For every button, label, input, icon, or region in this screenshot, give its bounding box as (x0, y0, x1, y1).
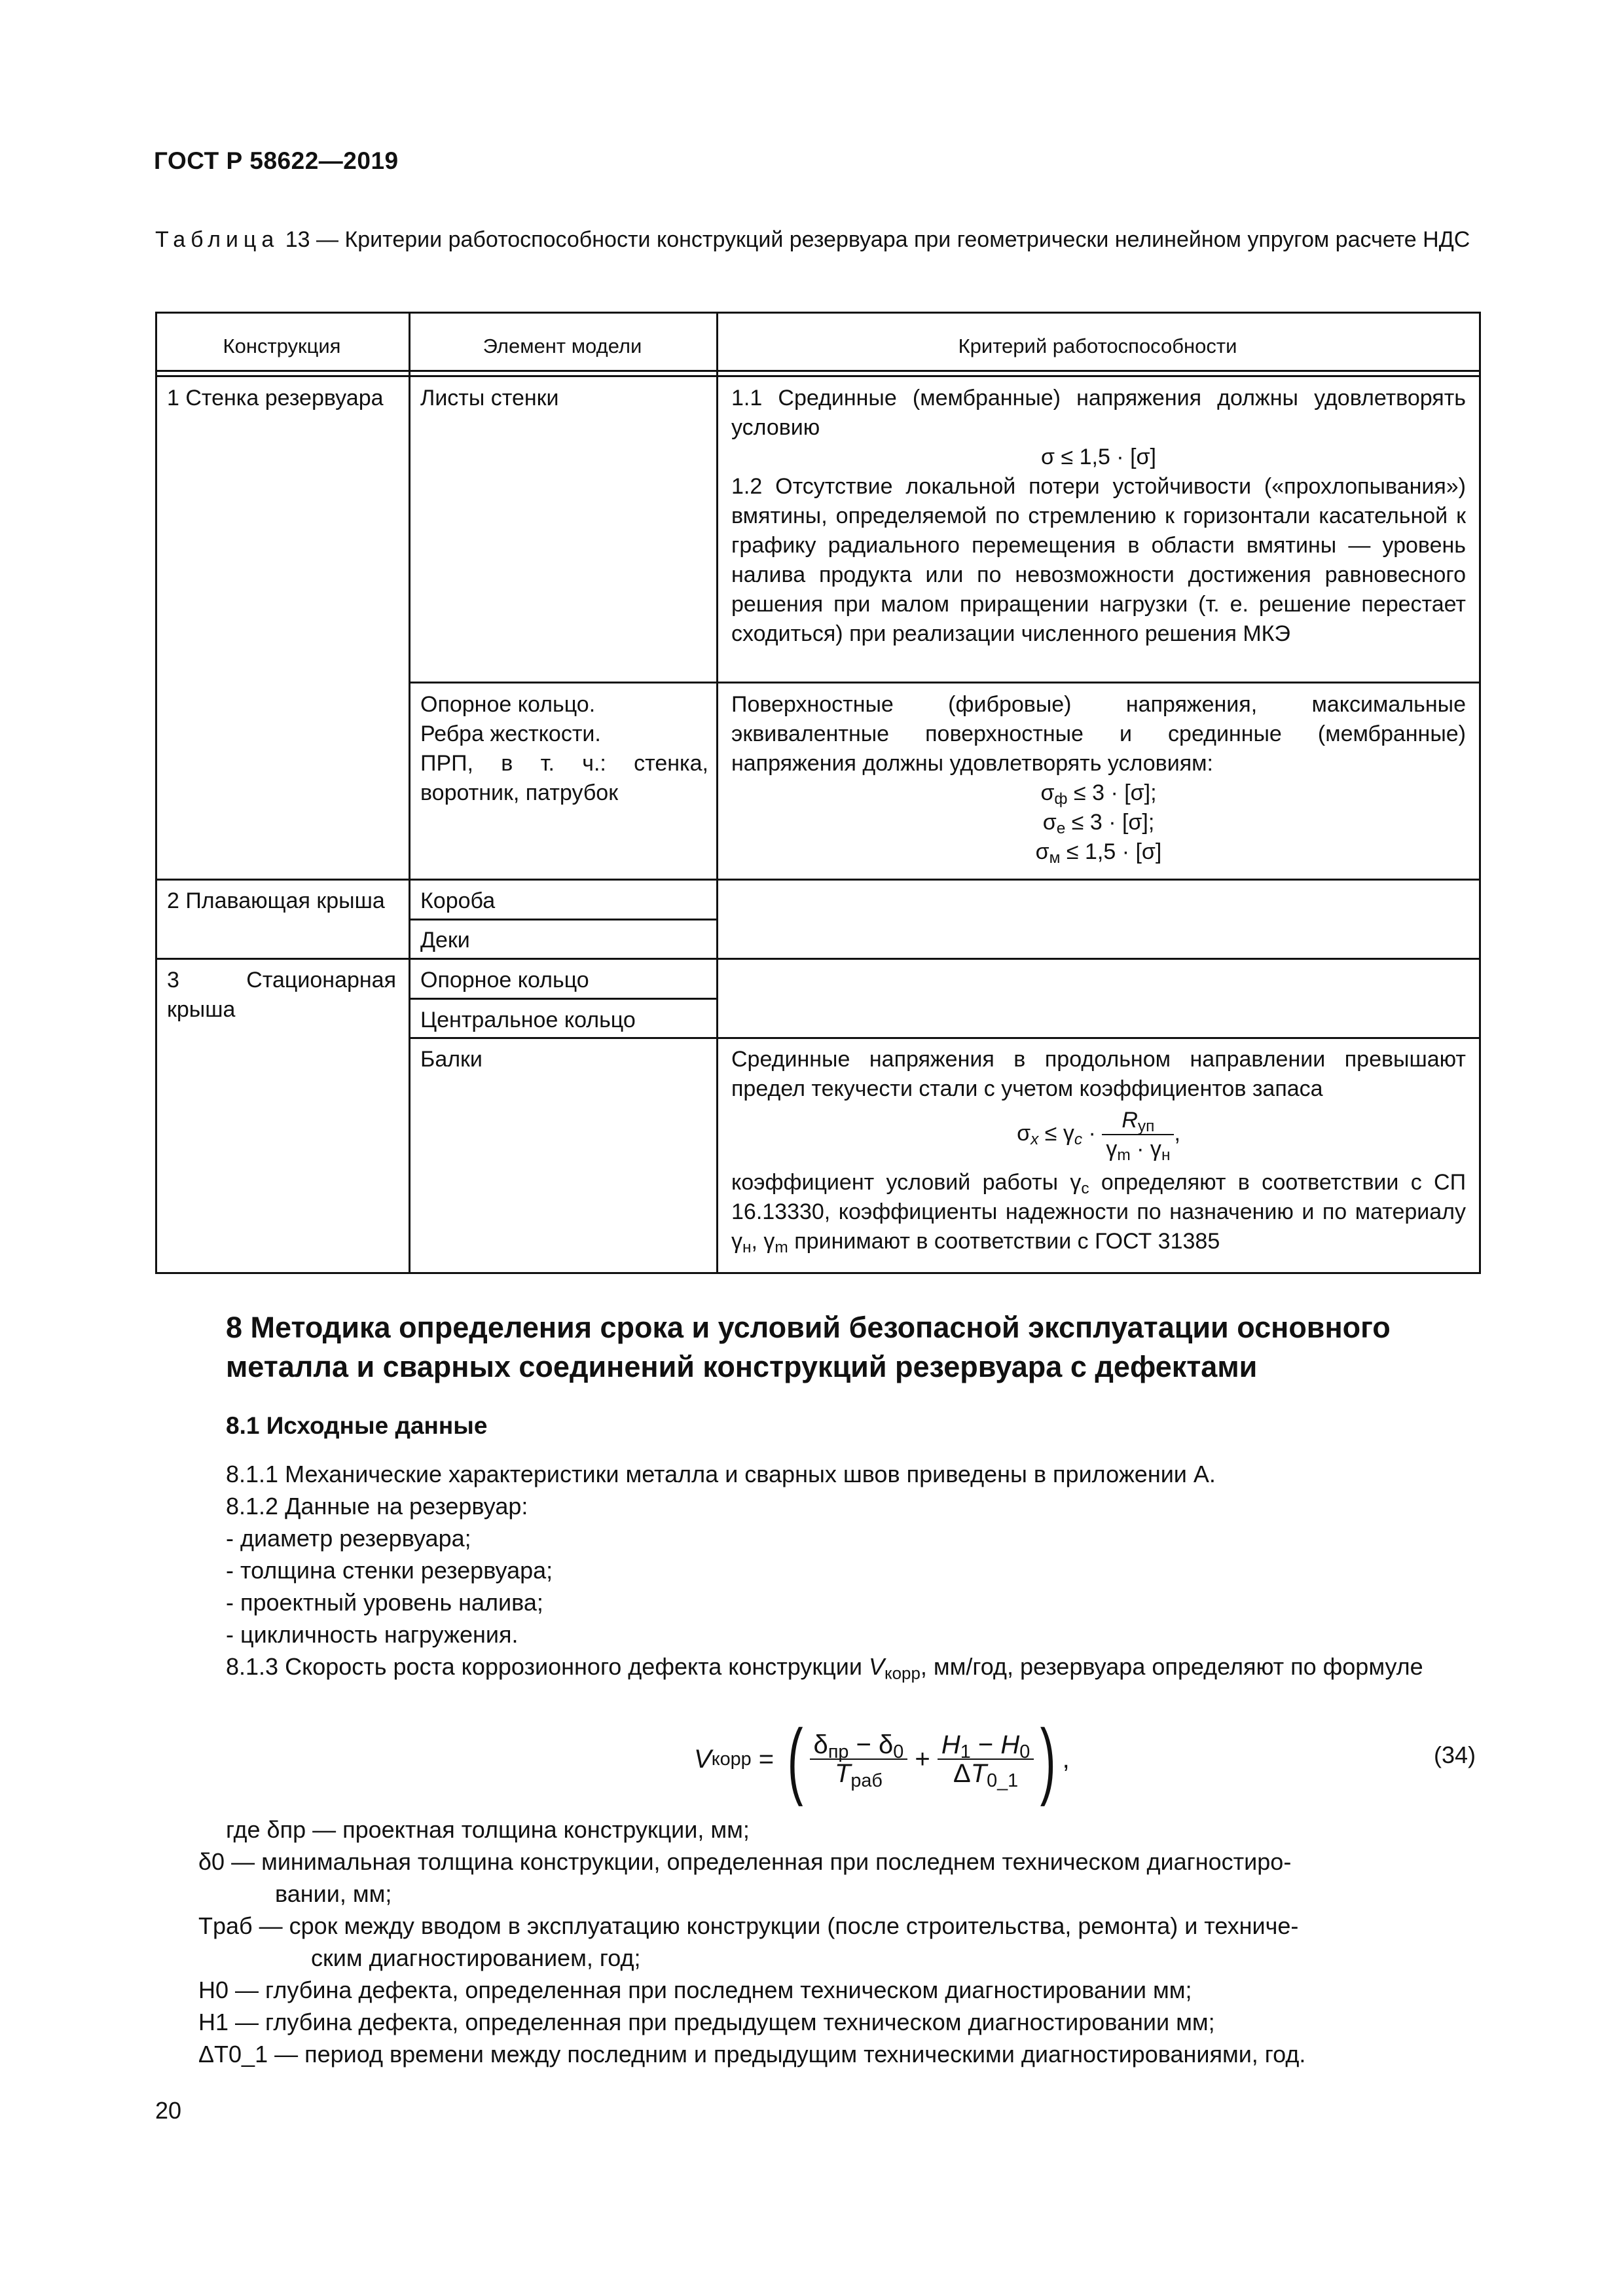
subscript: ф (1054, 790, 1068, 809)
formula: σ ≤ 1,5 · [σ] (1041, 445, 1156, 469)
note-text: определяют в соответствии с СП 16.13330, коэффициенты надежности по назначению и по материалу γ (731, 1170, 1467, 1254)
construction-cell: 1 Стенка резервуара (167, 386, 384, 410)
subscript: m (775, 1239, 788, 1257)
formula-rest: ≤ 1,5 · [σ] (1060, 839, 1162, 864)
formula: $\sigma_м \le 1,5 \cdot [\sigma]$ (1035, 839, 1162, 867)
criterion-cell (731, 384, 1466, 649)
subscript: c (1074, 1131, 1083, 1149)
list-item: - проектный уровень налива; (226, 1589, 543, 1616)
list-item: - толщина стенки резервуара; (226, 1557, 553, 1584)
definition: вании, мм; (275, 1880, 392, 1907)
definition: H1 — глубина дефекта, определенная при предыдущем техническом диагностировании мм; (198, 2009, 1215, 2035)
fraction: $\frac{R_{уп}}{\gamma_m \cdot \gamma_н}$ (1102, 1106, 1174, 1163)
note-text: , γ (751, 1229, 775, 1254)
paragraph-8-1-3: 8.1.3 Скорость роста коррозионного дефекта конструкции $V_{корр}$, мм/год, резервуара определяют по формуле (226, 1653, 1423, 1683)
list-item: - цикличность нагружения. (226, 1621, 519, 1648)
element-cell: Деки (420, 928, 470, 953)
subscript: уп (1137, 1118, 1155, 1136)
subscript: м (1049, 849, 1061, 867)
criterion-text: Поверхностные (фибровые) напряжения, максимальные эквивалентные поверхностные и срединные (мембранные) напряжения должны удовлетворять условиям: (731, 692, 1466, 776)
definition: где δпр — проектная толщина конструкции, мм; (226, 1816, 750, 1843)
para-text: , мм/год, резервуара определяют по формуле (920, 1653, 1423, 1680)
subscript: x (1030, 1131, 1039, 1149)
paragraph-8-1-1: 8.1.1 Механические характеристики металла и сварных швов приведены в приложении А. (226, 1461, 1216, 1487)
definition: ским диагностированием, год; (311, 1944, 641, 1971)
column-header-element: Элемент модели (483, 335, 642, 357)
formula: $\sigma_ф \le 3 \cdot [\sigma]$; (1040, 780, 1157, 809)
criteria-table (155, 312, 1481, 1274)
subscript: c (1081, 1180, 1089, 1198)
criterion-note (731, 1168, 1466, 1256)
element-cell: Балки (420, 1047, 483, 1072)
subscript: н (1161, 1146, 1171, 1165)
construction-cell: 2 Плавающая крыша (167, 888, 385, 913)
criterion-text: 1.1 Срединные (мембранные) напряжения должны удовлетворять условию (731, 386, 1466, 440)
equation-number: (34) (1434, 1741, 1476, 1768)
construction-cell: 3 Стационарная крыша (167, 968, 396, 1022)
criterion-text: Срединные напряжения в продольном направлении превышают предел текучести стали с учетом коэффициентов запаса (731, 1047, 1466, 1101)
criterion-cell (731, 690, 1466, 867)
subsection-title: 8.1 Исходные данные (226, 1412, 488, 1439)
table-caption (155, 225, 1481, 255)
note-text: коэффициент условий работы γ (731, 1170, 1082, 1195)
subscript: корр (884, 1664, 921, 1683)
definition: ΔT0_1 — период времени между последним и предыдущим техническими диагностированиями, год. (198, 2041, 1306, 2068)
element-cell: Короба (420, 888, 496, 913)
subscript: н (742, 1239, 752, 1257)
formula-34: V корр = ( $\frac{\delta_{пр} - \delta_0}{T_{раб}}$ + $\frac{H_1 - H_0}{\Delta T_{0\_1}}$ ) , (694, 1711, 1070, 1807)
element-cell: Опорное кольцо (420, 968, 589, 993)
para-text: 8.1.3 Скорость роста коррозионного дефекта конструкции (226, 1653, 869, 1680)
page-number: 20 (155, 2097, 182, 2124)
list-item: - диаметр резервуара; (226, 1525, 471, 1552)
definition: δ0 — минимальная толщина конструкции, определенная при последнем техническом диагностиро- (198, 1848, 1292, 1875)
formula-rest: ≤ 3 · [σ]; (1067, 780, 1157, 805)
subscript: е (1056, 820, 1066, 838)
element-cell: Листы стенки (420, 386, 559, 410)
element-cell: Центральное кольцо (420, 1008, 636, 1032)
element-line: Опорное кольцо. (420, 692, 596, 717)
document-code: ГОСТ Р 58622—2019 (154, 147, 399, 174)
column-header-criterion: Критерий работоспособности (958, 335, 1237, 357)
subscript: m (1117, 1146, 1131, 1165)
note-text: принимают в соответствии с ГОСТ 31385 (788, 1229, 1220, 1254)
formula: $\sigma_е \le 3 \cdot [\sigma]$; (1042, 810, 1155, 838)
formula: $\sigma_x \le \gamma_c$ · $\frac{R_{уп}}{\gamma_m \cdot \gamma_н}$ , (1017, 1108, 1180, 1165)
column-header-construction: Конструкция (223, 335, 341, 357)
element-line: Ребра жесткости. (420, 721, 601, 746)
definition: Tраб — срок между вводом в эксплуатацию конструкции (после строительства, ремонта) и техниче- (198, 1912, 1299, 1939)
criterion-cell (731, 1045, 1466, 1256)
paragraph-8-1-2: 8.1.2 Данные на резервуар: (226, 1493, 528, 1520)
table-caption-prefix: Таблица (155, 227, 280, 252)
formula-rest: ≤ 3 · [σ]; (1065, 810, 1155, 835)
criterion-text: 1.2 Отсутствие локальной потери устойчивости («прохлопывания») вмятины, определяемой по стремлению к горизонтали касательной к графику радиального перемещения в области вмятины — уровень налива продукта или по невозможности достижения равновесного решения при малом приращении нагрузки (т. е. решение перестает сходиться) при реализации численного решения МКЭ (731, 474, 1466, 646)
section-title: 8 Методика определения срока и условий безопасной эксплуатации основного металла и сварных соединений конструкций резервуара с дефектами (226, 1311, 1391, 1383)
definition: H0 — глубина дефекта, определенная при последнем техническом диагностировании мм; (198, 1977, 1192, 2003)
element-cell (420, 690, 708, 808)
table-caption-text: 13 — Критерии работоспособности конструкций резервуара при геометрически нелинейном упругом расчете НДС (279, 227, 1470, 252)
element-line: ПРП, в т. ч.: стенка, воротник, патрубок (420, 751, 708, 805)
